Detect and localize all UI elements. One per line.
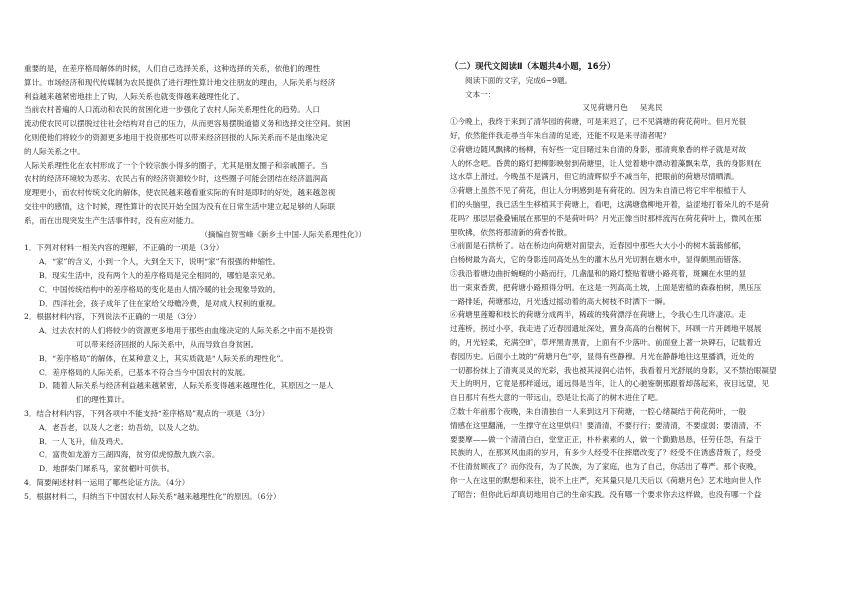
right-line: ①今晚上，我终于来到了清华园的荷塘，可是来迟了，已不见满塘的荷花荷叶。但月光很 [450, 117, 747, 127]
left-line: 5．根据材料二，归纳当下中国农村人际关系“越来越理性化”的原因。（6分） [24, 491, 281, 501]
left-line: 利益越来越紧密地挂上了钩，人际关系也就变得越来越理性化了。 [24, 91, 245, 101]
left-line: 人际关系理性化在农村形成了一个个较宗族小得多的圈子，尤其是朋友圈子和亲戚圈子。当 [24, 160, 328, 170]
article-title: 又见荷塘月色 [582, 103, 628, 113]
left-column [24, 62, 374, 504]
left-line: D．随着人际关系与经济利益越来越紧密，人际关系变得越来越理性化，其原因之一是人 [39, 381, 334, 391]
left-line: B．一人飞升，仙及鸡犬。 [39, 436, 129, 446]
left-line: C．富贵如龙游方三湖四海，贫穷似虎惊散九族六亲。 [39, 450, 220, 460]
left-line: 流动使农民可以摆脱过往社会结构对自己的压力，从而更容易摆脱道德义务和选择交往空间。贫困 [24, 119, 351, 129]
right-line: 里吹拂，依然将那清新的荷香传散。 [450, 227, 572, 237]
right-line: 你一人在这里的默想和来往，说不上庄严，充其量只是几天后以《荷塘月色》艺术地向世人作 [450, 475, 762, 485]
right-line: ⑤我沿着塘边曲折蜿蜒的小路而行，几盏温和的路灯整贴着塘小路亮着，斑斓在水里的显 [450, 268, 747, 278]
right-line: 这水草上滑过。今晚虽不是满月，但它的清辉似乎不减当年，把眼前的荷塘尽情晒洒。 [450, 172, 739, 182]
left-line: 系，而在出现突发生产生活事件时，没有应对能力。 [24, 215, 199, 225]
left-line: D．地群柴门犀系马，家贫楣叶可供书。 [39, 464, 175, 474]
left-line: A．老吾老，以及人之老；幼吾幼，以及人之幼。 [39, 422, 204, 432]
right-line: ④前面是石拱桥了。站在桥边向荷塘对面望去，近春园中那些大大小小的树木蓊蓊郁郁， [450, 241, 747, 251]
article-heading [450, 101, 795, 115]
article-body [450, 115, 795, 501]
right-line: 出一束束香黄，把荷塘小路照得分明。在这是一列高高土坡，上面是密植的森森柏树，黑压压 [450, 282, 762, 292]
right-line: 了昭告；但你此后却真切地用自己的生命实践。没有哪一个要求你去这样做，也没有哪一个益 [450, 489, 762, 499]
left-line: C．差序格局的人际关系，已基本不符合当今中国农村的发展。 [39, 367, 250, 377]
left-line: 可以带来经济回报的人际关系中，从而导致自身贫困。 [76, 339, 259, 349]
right-line: 一路排延，荷塘那边，月光透过摇动着的高大树枝不时洒下一瞬。 [450, 296, 671, 306]
left-line: 的人际关系之中。 [24, 146, 85, 156]
right-line: 人的怀念吧。昏黄的路灯把柳影映射到荷塘里，让人觉着塘中漂动着藻飘朱草，我的身影则在 [450, 158, 762, 168]
left-line: 4．简要阐述材料一运用了哪些论证方法。（4分） [24, 477, 190, 487]
right-line: 的，月光轻柔，充满空旷，草坪黑青黑青，上面有不少落叶。前面登上著一块碑石，记载着近 [450, 337, 762, 347]
left-line: A．“家”的含义，小到一个人，大到全天下，说明“家”有很强的伸缩性。 [39, 257, 281, 267]
left-line: 们的理性算计。 [76, 395, 130, 405]
right-line: 春园历史。后面小土坡的“荷塘月色”亭，显得有些静穆。月光在静静地往这里播洒，近处的 [450, 351, 754, 361]
right-line: 情感在这里翻涌，一生撑守在这里烘归！要清清，不要行行；要清清，不要虚弱；要清清，不 [450, 420, 762, 430]
left-line: 当前农村普遍的人口流动和农民的贫困化进一步强化了农村人际关系理性化的趋势。人口 [24, 105, 321, 115]
article-author: 吴兆民 [639, 103, 663, 113]
section-title: （二）现代文阅读Ⅱ（本题共4小题，16分） [450, 61, 616, 71]
right-line: ②荷塘边随风飘拂的杨柳，有好些一定目睹过朱自清的身影，那清爽象香的样子就是对故 [450, 144, 747, 154]
right-line: ⑦数十年前那个夜晚，朱自清独自一人来到这月下荷塘，一腔心绪凝结于荷花荷叶，一般 [450, 406, 747, 416]
left-line: 化则使他们将较少的资源更多地用于投资那些可以带来经济回报的人际关系而不是血缘决定 [24, 132, 328, 142]
right-line: 一切都扮抹上了清爽灵灵的光彩，我也被其浸润心洁怀，我看着月光舒展的身影，又不禁抬眼凝望 [450, 365, 777, 375]
left-line: 3．结合材料内容，下列各项中不能支持“差序格局”观点的一项是（3分） [24, 408, 270, 418]
instruction: 阅读下面的文字，完成6~9题。 [465, 75, 573, 85]
left-line: 重要的是，在差序格局解体的时候，人们自己选择关系，这种选择的关系，依他们的理性 [24, 64, 321, 73]
left-line: A．过去农村的人们将较少的资源更多地用于那些由血缘决定的人际关系之中而不是投资 [39, 326, 334, 336]
right-line: 自日那片有些大意的一带远山，恐是让长高了的树木进住了吧。 [450, 393, 663, 403]
left-line: C．中国传统结构中的差序格局的变化是由人情冷暖的社会现象导致的。 [39, 284, 281, 294]
right-line: 天上的明月，它竟是那样遥远，遥远得是当年，让人的心驰鉴朝那跟着却荡起来，夜目远望，见 [450, 379, 769, 389]
right-line: 花吗？那层层叠叠铺展在那里的不是荷叶吗？月光正像当时那样流泻在荷花荷叶上，微风在那 [450, 213, 762, 223]
left-line: B．现实生活中，没有两个人的差序格局是完全相同的，哪怕是亲兄弟。 [39, 270, 280, 280]
left-line: 算计。市场经济和现代传媒制为农民提供了进行理性算计地交往朋友的理由，人际关系与经济 [24, 77, 336, 87]
left-line: 交往中的感情，这个时候，理性算计的农民开始全国为没有在日常生活中建立起足够的人际联 [24, 201, 336, 211]
right-line: 要要摩——做一个清清白白，堂堂正正，朴朴素素的人，做一个勤勤恳恳，任劳任怨，有益于 [450, 434, 762, 444]
left-line: B．“差序格局”的解体，在某种意义上，其实质就是“人际关系的理性化”。 [39, 353, 288, 363]
right-line: 好，依然能伴我走尋当年朱自清的足迹，还能不叹是来寻清者呢？ [450, 130, 671, 140]
right-line: 过莲桥，拐过小亭，我走进了近春园遗址深处，置身高高的台榭树下，环顾一片开阔地平展展 [450, 324, 762, 334]
left-line: 度理更小，而农村传统文化的解体，使农民越来越看重实际的有时是即时的好处，越来越忽视 [24, 188, 336, 198]
right-line: 不住清贫顾夜了？而你没有，为了民族，为了家庭，也为了自己，你活出了尊严。那个夜晚， [450, 462, 762, 472]
right-line: ③荷塘上虽然不见了荷花，但让人分明感到是有荷花的。因为朱自清已将它牢牢根植于人 [450, 186, 747, 196]
right-line: 白杨树最为高大，它的身影连同高处丛生的灌木丛月光切割在塘水中，显得颇黑而错落。 [450, 255, 747, 265]
text-label: 文本一： [465, 89, 496, 99]
left-line: 农村的经济环境较为恶劣、农民占有的经济资源较少时，这些圈子可能会团结在经济温润高 [24, 174, 328, 184]
left-line: 2．根据材料内容，下列说法不正确的一项是（3分） [24, 312, 201, 322]
right-line: 民族的人，在那冥风血雨的岁月，有多少人经受不住摔磨改变了？经受不住诱惑背叛了，经受 [450, 448, 762, 458]
left-line: （摘编自贺雪峰《新乡土中国·人际关系理性化》） [200, 229, 366, 239]
right-line: ⑥荷塘里莲瓣和枝长的荷塘分成两半，稀疏的残荷漂浮在荷塘上，令我心生几许凄凉。走 [450, 310, 747, 320]
left-line: 1．下列对材料一相关内容的理解，不正确的一项是（3分） [24, 243, 224, 253]
right-column [450, 62, 795, 502]
left-line: D．西洋社会，孩子成年了住在家给父母赡冷费，是对成人权利的重视。 [39, 298, 281, 308]
right-line: 们的头脑里，我已活生生移植其于荷塘上，看吧，这满塘翕柳地开着，益涩地打着朵儿的不是荷 [450, 199, 769, 209]
